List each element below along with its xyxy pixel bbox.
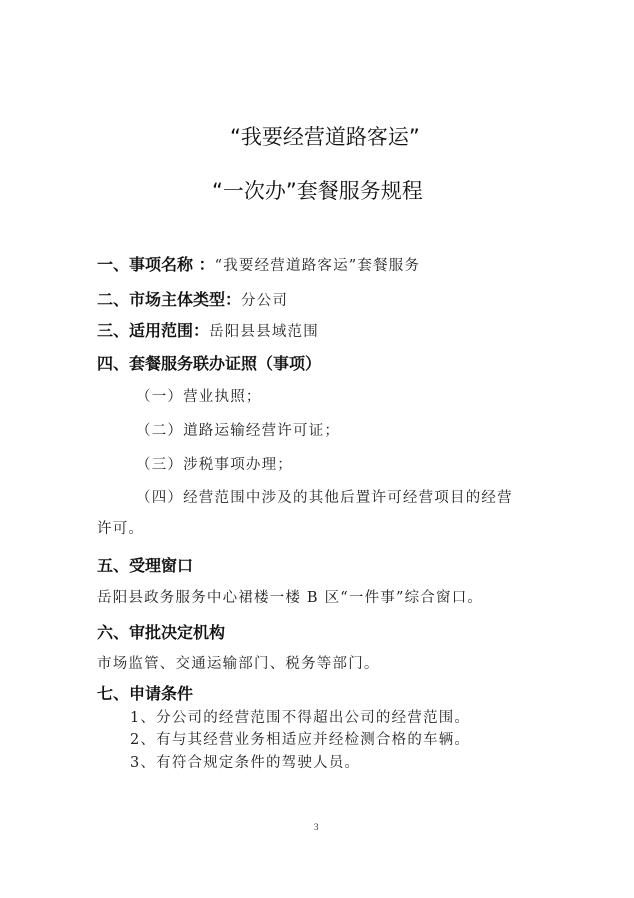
section-item-name [97,252,420,275]
section-scope-label: 三、适用范围： [97,321,210,340]
section-conditions-heading: 七、申请条件 [97,684,194,703]
section-item-name-value: “我要经营道路客运”套餐服务 [214,258,421,274]
section-scope-value: 岳阳县县域范围 [209,324,319,340]
title-line-2: “一次办”套餐服务规程 [212,179,423,203]
section-licenses-heading: 四、套餐服务联办证照（事项） [97,354,322,373]
section-window-text: 岳阳县政务服务中心裙楼一楼 B 区“一件事”综合窗口。 [97,590,484,606]
page-number: 3 [314,822,319,832]
section-entity-type-label: 二、市场主体类型： [97,290,242,309]
section-authority-text: 市场监管、交通运输部门、税务等部门。 [97,656,380,672]
section-entity-type-value: 分公司 [241,293,289,309]
license-item-2: （二）道路运输经营许可证； [136,423,341,439]
license-item-4: （四）经营范围中涉及的其他后置许可经营项目的经营 [136,490,513,506]
section-scope [97,318,319,341]
section-item-name-label: 一、事项名称 ： [97,255,215,274]
condition-item-1: 1、分公司的经营范围不得超出公司的经营范围。 [130,710,471,726]
license-item-3: （三）涉税事项办理； [136,457,293,473]
section-window-heading: 五、受理窗口 [97,556,194,575]
condition-item-3: 3、有符合规定条件的驾驶人员。 [130,755,361,771]
license-item-4-continued: 许可。 [97,521,145,537]
condition-item-2: 2、有与其经营业务相适应并经检测合格的车辆。 [130,732,471,748]
section-authority-heading: 六、审批决定机构 [97,623,226,642]
title-line-1: “我要经营道路客运” [230,125,420,149]
license-item-1: （一）营业执照； [136,389,262,405]
section-entity-type [97,287,288,310]
